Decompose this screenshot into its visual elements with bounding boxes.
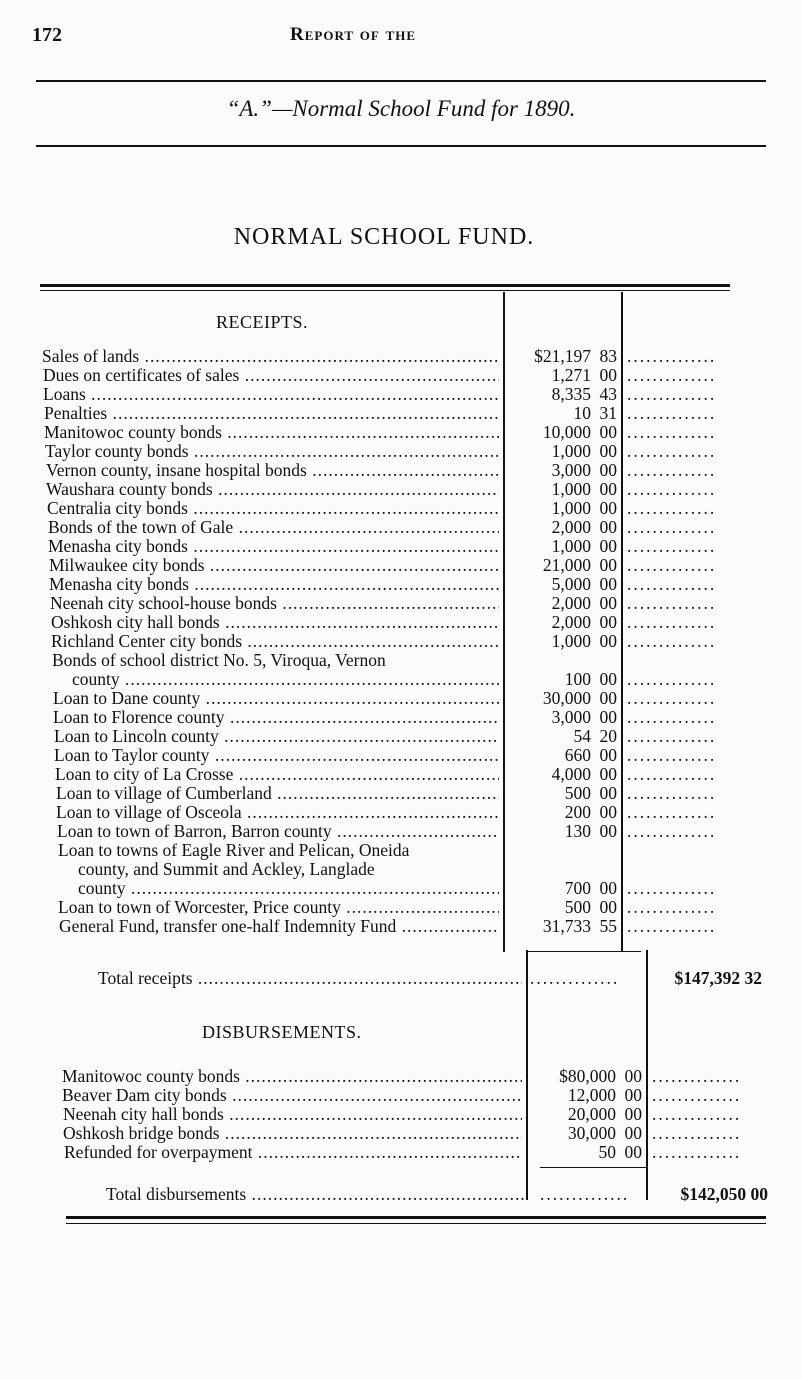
item-amount	[507, 574, 617, 594]
item-label: Neenah city hall bonds .....	[63, 1104, 522, 1124]
ledger-row	[0, 403, 802, 423]
item-label: county .....	[72, 669, 499, 689]
item-dollars: 54	[573, 726, 591, 746]
item-dollars: 4,000	[551, 764, 591, 784]
item-extension-leader: ..............	[627, 783, 717, 803]
item-amount	[507, 365, 617, 385]
item-amount	[530, 1142, 642, 1162]
ledger-row	[0, 726, 802, 746]
disbursements-sum-rule	[540, 1167, 646, 1168]
item-cents: 00	[624, 1142, 642, 1162]
ledger-row	[0, 707, 802, 727]
item-cents: 00	[599, 821, 617, 841]
total-receipts-cents: 32	[744, 968, 762, 988]
item-extension-leader: ..............	[627, 441, 717, 461]
item-amount	[530, 1066, 642, 1086]
item-label: Penalties .....	[44, 403, 499, 423]
item-amount	[507, 897, 617, 917]
item-label: Oshkosh bridge bonds .....	[63, 1123, 522, 1143]
item-amount	[507, 916, 617, 936]
item-cents: 00	[624, 1123, 642, 1143]
item-cents: 00	[599, 422, 617, 442]
page-title: NORMAL SCHOOL FUND.	[233, 224, 535, 250]
item-dollars: 1,000	[551, 479, 591, 499]
item-label: county, and Summit and Ackley, Langlade	[78, 859, 375, 879]
item-label: Centralia city bonds .....	[47, 498, 499, 518]
ledger-row	[0, 821, 802, 841]
total-disbursements-row	[0, 1184, 802, 1204]
item-label: Menasha city bonds .....	[49, 574, 499, 594]
item-amount	[530, 1123, 642, 1143]
item-cents: 00	[599, 783, 617, 803]
item-cents: 00	[599, 574, 617, 594]
ledger-row-continuation	[0, 878, 802, 898]
header-rule-top	[36, 80, 766, 82]
ledger-row	[0, 783, 802, 803]
item-extension-leader: ..............	[627, 593, 717, 613]
ledger-row	[0, 916, 802, 936]
item-cents: 00	[599, 460, 617, 480]
item-amount	[507, 821, 617, 841]
item-dollars: 31,733	[542, 916, 591, 936]
item-extension-leader: ..............	[652, 1066, 742, 1086]
item-cents: 55	[599, 916, 617, 936]
item-cents: 00	[599, 365, 617, 385]
item-extension-leader: ..............	[627, 745, 717, 765]
item-amount	[530, 1085, 642, 1105]
item-cents: 20	[599, 726, 617, 746]
table-bottom-rule-2	[66, 1223, 766, 1224]
ledger-row	[0, 498, 802, 518]
item-label: Loan to towns of Eagle River and Pelican, Oneida	[58, 840, 410, 860]
item-amount	[507, 612, 617, 632]
item-label: Manitowoc county bonds .....	[62, 1066, 522, 1086]
item-dollars: 3,000	[551, 460, 591, 480]
item-dollars: 8,335	[551, 384, 591, 404]
item-extension-leader: ..............	[627, 384, 717, 404]
ledger-row	[0, 840, 802, 860]
item-extension-leader: ..............	[627, 612, 717, 632]
ledger-row	[0, 1104, 802, 1124]
ledger-row	[0, 1123, 802, 1143]
item-dollars: 5,000	[551, 574, 591, 594]
item-cents: 00	[599, 593, 617, 613]
item-dollars: 500	[564, 783, 591, 803]
item-amount	[507, 707, 617, 727]
item-label: General Fund, transfer one-half Indemnity Fund .....	[59, 916, 499, 936]
item-extension-leader: ..............	[627, 536, 717, 556]
item-dollars: 10	[573, 403, 591, 423]
ledger-row	[0, 536, 802, 556]
item-cents: 00	[599, 536, 617, 556]
item-label: Refunded for overpayment .....	[64, 1142, 522, 1162]
item-dollars: 1,000	[551, 631, 591, 651]
item-cents: 00	[599, 669, 617, 689]
item-amount	[507, 726, 617, 746]
item-dollars: 20,000	[567, 1104, 616, 1124]
item-label: Loan to Taylor county .....	[54, 745, 499, 765]
item-extension-leader: ..............	[627, 517, 717, 537]
item-label: Bonds of the town of Gale .....	[48, 517, 499, 537]
item-dollars: $80,000	[559, 1066, 616, 1086]
item-label: Richland Center city bonds .....	[51, 631, 499, 651]
item-extension-leader: ..............	[627, 346, 717, 366]
item-cents: 00	[599, 517, 617, 537]
item-dollars: 660	[564, 745, 591, 765]
total-receipts-leader: ..............	[530, 968, 620, 988]
item-cents: 00	[599, 631, 617, 651]
item-extension-leader: ..............	[627, 821, 717, 841]
item-cents: 43	[599, 384, 617, 404]
item-label: Oshkosh city hall bonds .....	[51, 612, 499, 632]
total-disbursements-dollars: $142,050	[680, 1184, 747, 1204]
item-label: Manitowoc county bonds .....	[44, 422, 499, 442]
ledger-row	[0, 612, 802, 632]
item-dollars: 500	[564, 897, 591, 917]
item-extension-leader: ..............	[652, 1085, 742, 1105]
item-extension-leader: ..............	[627, 479, 717, 499]
total-receipts-value	[640, 968, 762, 988]
ledger-row	[0, 1142, 802, 1162]
item-amount	[507, 764, 617, 784]
item-cents: 31	[599, 403, 617, 423]
item-extension-leader: ..............	[627, 897, 717, 917]
item-extension-leader: ..............	[627, 764, 717, 784]
item-extension-leader: ..............	[652, 1142, 742, 1162]
item-dollars: 200	[564, 802, 591, 822]
item-label: Loan to Florence county .....	[53, 707, 499, 727]
item-amount	[507, 688, 617, 708]
item-label: Loan to town of Worcester, Price county .....	[58, 897, 499, 917]
ledger-row	[0, 574, 802, 594]
item-dollars: 30,000	[542, 688, 591, 708]
item-cents: 00	[599, 802, 617, 822]
item-extension-leader: ..............	[627, 916, 717, 936]
item-extension-leader: ..............	[627, 460, 717, 480]
ledger-row	[0, 1066, 802, 1086]
ledger-row	[0, 650, 802, 670]
item-amount	[507, 346, 617, 366]
item-label: Menasha city bonds .....	[48, 536, 499, 556]
item-label: Loan to Lincoln county .....	[54, 726, 499, 746]
item-amount	[507, 745, 617, 765]
item-amount	[507, 422, 617, 442]
item-dollars: 30,000	[567, 1123, 616, 1143]
ledger-row	[0, 460, 802, 480]
item-extension-leader: ..............	[652, 1123, 742, 1143]
item-label: Neenah city school-house bonds .....	[50, 593, 499, 613]
item-dollars: 100	[564, 669, 591, 689]
item-dollars: $21,197	[534, 346, 591, 366]
item-label: Loan to village of Cumberland .....	[56, 783, 499, 803]
table-top-rule-1	[40, 284, 730, 287]
item-dollars: 2,000	[551, 593, 591, 613]
ledger-row	[0, 346, 802, 366]
item-cents: 00	[599, 764, 617, 784]
item-amount	[507, 555, 617, 575]
item-amount	[507, 536, 617, 556]
item-label: Sales of lands .....	[42, 346, 499, 366]
item-dollars: 3,000	[551, 707, 591, 727]
item-cents: 00	[599, 707, 617, 727]
item-extension-leader: ..............	[627, 688, 717, 708]
total-disbursements-label: Total disbursements .....	[106, 1184, 526, 1204]
item-label: Taylor county bonds .....	[45, 441, 499, 461]
ledger-row	[0, 745, 802, 765]
item-cents: 00	[624, 1066, 642, 1086]
item-dollars: 1,000	[551, 441, 591, 461]
item-extension-leader: ..............	[627, 574, 717, 594]
page-number: 172	[32, 24, 62, 46]
item-dollars: 12,000	[567, 1085, 616, 1105]
item-cents: 83	[599, 346, 617, 366]
item-cents: 00	[599, 555, 617, 575]
item-amount	[507, 441, 617, 461]
item-extension-leader: ..............	[627, 878, 717, 898]
header-rule-bottom	[36, 145, 766, 147]
item-dollars: 1,271	[551, 365, 591, 385]
item-extension-leader: ..............	[627, 365, 717, 385]
item-cents: 00	[599, 612, 617, 632]
ledger-row	[0, 1085, 802, 1105]
item-dollars: 700	[564, 878, 591, 898]
item-cents: 00	[624, 1085, 642, 1105]
ledger-row	[0, 764, 802, 784]
ledger-row	[0, 631, 802, 651]
table-top-rule-2	[40, 290, 730, 291]
total-receipts-row	[0, 968, 802, 988]
ledger-row	[0, 517, 802, 537]
item-dollars: 50	[598, 1142, 616, 1162]
item-label: county .....	[78, 878, 499, 898]
item-amount	[507, 403, 617, 423]
item-dollars: 10,000	[542, 422, 591, 442]
item-extension-leader: ..............	[652, 1104, 742, 1124]
item-dollars: 130	[564, 821, 591, 841]
item-label: Loan to town of Barron, Barron county .....	[57, 821, 499, 841]
item-label: Waushara county bonds .....	[46, 479, 499, 499]
disbursements-heading: DISBURSEMENTS.	[202, 1022, 362, 1042]
item-cents: 00	[624, 1104, 642, 1124]
ledger-row	[0, 593, 802, 613]
item-cents: 00	[599, 878, 617, 898]
receipts-sum-rule	[527, 951, 641, 952]
item-amount	[507, 631, 617, 651]
item-label: Loan to city of La Crosse .....	[55, 764, 499, 784]
item-amount	[507, 669, 617, 689]
item-label: Milwaukee city bonds .....	[49, 555, 499, 575]
item-cents: 00	[599, 498, 617, 518]
ledger-row	[0, 422, 802, 442]
item-amount	[530, 1104, 642, 1124]
item-dollars: 1,000	[551, 498, 591, 518]
item-amount	[507, 517, 617, 537]
ledger-row	[0, 688, 802, 708]
item-label: Loans .....	[43, 384, 499, 404]
ledger-row-continuation	[0, 859, 802, 879]
running-head: Report of the	[290, 24, 417, 45]
item-label: Loan to Dane county .....	[53, 688, 499, 708]
item-extension-leader: ..............	[627, 726, 717, 746]
item-extension-leader: ..............	[627, 555, 717, 575]
item-amount	[507, 802, 617, 822]
item-extension-leader: ..............	[627, 707, 717, 727]
ledger-row	[0, 555, 802, 575]
item-label: Dues on certificates of sales .....	[43, 365, 499, 385]
total-disbursements-cents: 00	[750, 1184, 768, 1204]
ledger-row-continuation	[0, 669, 802, 689]
total-receipts-label: Total receipts .....	[98, 968, 522, 988]
item-extension-leader: ..............	[627, 669, 717, 689]
item-cents: 00	[599, 479, 617, 499]
total-disbursements-leader: ..............	[540, 1184, 630, 1204]
item-dollars: 1,000	[551, 536, 591, 556]
item-amount	[507, 479, 617, 499]
item-cents: 00	[599, 688, 617, 708]
ledger-row	[0, 802, 802, 822]
item-amount	[507, 878, 617, 898]
item-extension-leader: ..............	[627, 802, 717, 822]
item-label: Vernon county, insane hospital bonds .....	[46, 460, 499, 480]
total-receipts-dollars: $147,392	[674, 968, 741, 988]
item-cents: 00	[599, 745, 617, 765]
item-cents: 00	[599, 441, 617, 461]
item-dollars: 2,000	[551, 612, 591, 632]
item-extension-leader: ..............	[627, 403, 717, 423]
table-bottom-rule-1	[66, 1216, 766, 1219]
item-amount	[507, 498, 617, 518]
ledger-row	[0, 441, 802, 461]
subtitle: “A.”—Normal School Fund for 1890.	[226, 96, 576, 121]
total-disbursements-value	[648, 1184, 768, 1204]
item-label: Beaver Dam city bonds .....	[62, 1085, 522, 1105]
item-cents: 00	[599, 897, 617, 917]
item-label: Bonds of school district No. 5, Viroqua, Vernon	[52, 650, 386, 670]
receipts-heading: RECEIPTS.	[216, 312, 309, 332]
ledger-row	[0, 479, 802, 499]
item-extension-leader: ..............	[627, 631, 717, 651]
item-amount	[507, 460, 617, 480]
item-dollars: 2,000	[551, 517, 591, 537]
item-amount	[507, 384, 617, 404]
item-label: Loan to village of Osceola .....	[56, 802, 499, 822]
ledger-row	[0, 384, 802, 404]
item-amount	[507, 593, 617, 613]
item-dollars: 21,000	[542, 555, 591, 575]
ledger-row	[0, 365, 802, 385]
item-amount	[507, 783, 617, 803]
item-extension-leader: ..............	[627, 498, 717, 518]
ledger-row	[0, 897, 802, 917]
item-extension-leader: ..............	[627, 422, 717, 442]
